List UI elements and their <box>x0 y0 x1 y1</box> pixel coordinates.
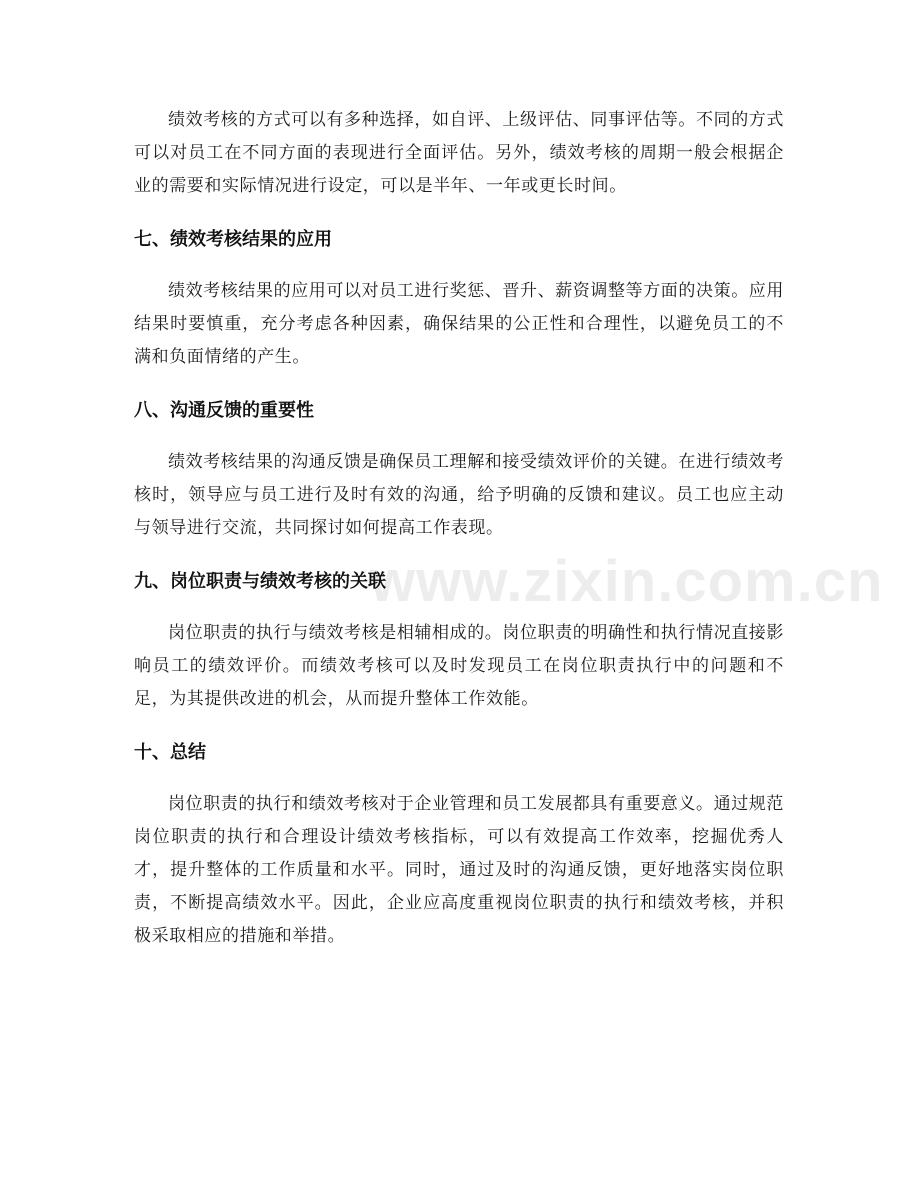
intro-paragraph: 绩效考核的方式可以有多种选择，如自评、上级评估、同事评估等。不同的方式可以对员工在不同方面的表现进行全面评估。另外，绩效考核的周期一般会根据企业的需要和实际情况进行设定，可以是半年、一年或更长时间。 <box>134 110 784 196</box>
section-paragraph-7: 绩效考核结果的应用可以对员工进行奖惩、晋升、薪资调整等方面的决策。应用结果时要慎重，充分考虑各种因素，确保结果的公正性和合理性，以避免员工的不满和负面情绪的产生。 <box>134 281 784 367</box>
section-paragraph-10: 岗位职责的执行和绩效考核对于企业管理和员工发展都具有重要意义。通过规范岗位职责的执行和合理设计绩效考核指标，可以有效提高工作效率，挖掘优秀人才，提升整体的工作质量和水平。同时，通过及时的沟通反馈，更好地落实岗位职责，不断提高绩效水平。因此，企业应高度重视岗位职责的执行和绩效考核，并积极采取相应的措施和举措。 <box>134 794 784 946</box>
section-heading-8: 八、沟通反馈的重要性 <box>134 400 314 421</box>
watermark: www.zixin.com.cn <box>370 549 884 614</box>
section-paragraph-8: 绩效考核结果的沟通反馈是确保员工理解和接受绩效评价的关键。在进行绩效考核时，领导应与员工进行及时有效的沟通，给予明确的反馈和建议。员工也应主动与领导进行交流，共同探讨如何提高工作表现。 <box>134 452 784 538</box>
document-body <box>134 104 784 953</box>
section-paragraph-9: 岗位职责的执行与绩效考核是相辅相成的。岗位职责的明确性和执行情况直接影响员工的绩效评价。而绩效考核可以及时发现员工在岗位职责执行中的问题和不足，为其提供改进的机会，从而提升整体工作效能。 <box>134 623 784 709</box>
section-heading-10: 十、总结 <box>134 742 206 763</box>
section-heading-7: 七、绩效考核结果的应用 <box>134 229 332 250</box>
section-heading-9: 九、岗位职责与绩效考核的关联 <box>134 571 386 592</box>
